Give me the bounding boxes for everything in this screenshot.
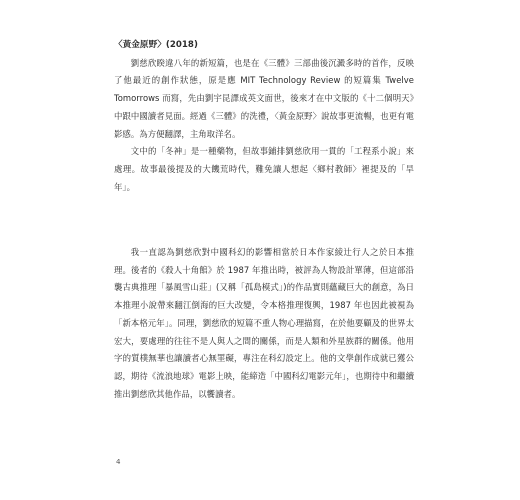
page-number: 4	[116, 458, 121, 466]
afterword-paragraph: 我一直認為劉慈欣對中國科幻的影響相當於日本作家綾辻行人之於日本推理。後者的《殺人十角館》於 1987 年推出時，被評為人物設計單薄，但這部沿襲古典推理「暴風雪山莊」(又稱「孤島模式」)的作品實則蘊藏巨大的創意，為日本推理小說帶來翻江倒海的巨大改變，令本格推理復興，1987 年也因此被視為「新本格元年」。同理，劉慈欣的短篇不重人物心理描寫，在於他要顧及的世界太宏大，要處理的往往不是人與人之間的關係，而是人類和外星族群的關係。他用字的質樸無華也讓讀者心無罣礙，專注在科幻設定上。他的文學創作成就已獲公認，期待《流浪地球》電影上映，能締造「中國科幻電影元年」，也期待中和繼續推出劉慈欣其他作品，以饗讀者。	[114, 247, 414, 399]
story-title: 〈黃金原野〉(2018)	[114, 40, 198, 50]
story-commentary-section	[114, 37, 414, 196]
commentary-paragraph: 文中的「冬神」是一種藥物，但故事鋪排劉慈欣用一貫的「工程系小說」來處理。故事最後提及的大饑荒時代，難免讓人想起〈鄉村教師〉裡提及的「旱年」。	[114, 146, 414, 192]
afterword-section	[114, 244, 414, 403]
commentary-paragraph: 劉慈欣睽違八年的新短篇，也是在《三體》三部曲後沉澱多時的首作，反映了他最近的創作狀態，原是應 MIT Technology Review 的短篇集 Twelve Tomorrows 而寫，先由劉宇昆譯成英文面世，後來才在中文版的《十二個明天》中跟中國讀者見面。經過《三體》的洗禮，〈黃金原野〉說故事更流暢，也更有電影感。為方便翻譯，主角取洋名。	[114, 57, 414, 139]
